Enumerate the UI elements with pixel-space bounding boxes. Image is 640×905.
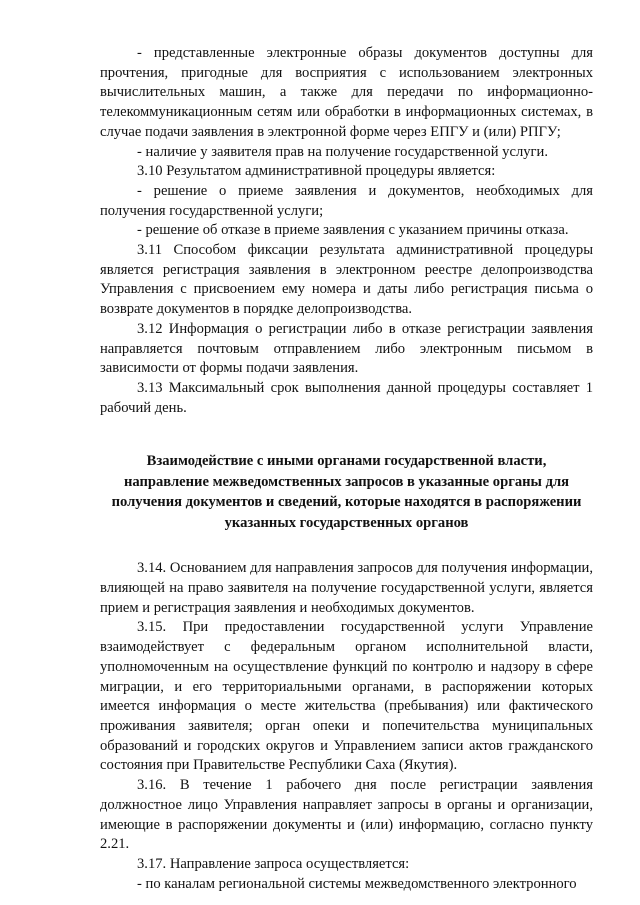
paragraph-3-15: 3.15. При предоставлении государственной услуги Управление взаимодействует с федеральным органом исполнительной власти, уполномоченным на осуществление функций по контролю и надзору в сфере миграции, и его территориальными органами, в распоряжении которых имеется информация о месте жительства (пребывания) или фактического проживания заявителя; орган опеки и попечительства муниципальных образований и городских округов и Управлением записи актов гражданского состояния при Правительстве Республики Саха (Якутия). [100,619,593,774]
section-heading [100,451,593,533]
section-heading-line: получения документов и сведений, которые находятся в распоряжении [111,494,582,511]
paragraph-3-17: 3.17. Направление запроса осуществляется: [137,855,410,872]
paragraph-3-13: 3.13 Максимальный срок выполнения данной процедуры составляет 1 рабочий день. [100,379,593,416]
paragraph-3-10: 3.10 Результатом административной процедуры является: [137,163,496,180]
paragraph-rights: - наличие у заявителя прав на получение государственной услуги. [137,143,548,160]
paragraph-continuation: - представленные электронные образы документов доступны для прочтения, пригодные для восприятия с использованием электронных вычислительных машин, а также для передачи по информационно-телекоммуникационным сетям или обработки в информационных системах, в случае подачи заявления в электронной форме через ЕПГУ и (или) РПГУ; [100,45,593,140]
paragraph-3-12: 3.12 Информация о регистрации либо в отказе регистрации заявления направляется почтовым отправлением либо электронным письмом в зависимости от формы подачи заявления. [100,320,593,377]
document-page [100,44,593,894]
paragraph-decision-refuse: - решение об отказе в приеме заявления с указанием причины отказа. [137,222,569,239]
paragraph-3-16: 3.16. В течение 1 рабочего дня после регистрации заявления должностное лицо Управления направляет запросы в органы и организации, имеющие в распоряжении документы и (или) информацию, согласно пункту 2.21. [100,777,593,853]
paragraph-decision-accept: - решение о приеме заявления и документов, необходимых для получения государственной услуги; [100,182,593,219]
section-heading-line: Взаимодействие с иными органами государственной власти, [146,453,547,470]
paragraph-3-14: 3.14. Основанием для направления запросов для получения информации, влияющей на право заявителя на получение государственной услуги, является прием и регистрация заявления и необходимых документов. [100,560,593,616]
section-heading-line: указанных государственных органов [224,514,469,531]
paragraph-3-11: 3.11 Способом фиксации результата административной процедуры является регистрация заявления в электронном реестре делопроизводства Управления с присвоением ему номера и даты либо регистрация письма о возврате документов в порядке делопроизводства. [100,242,593,318]
section-heading-line: направление межведомственных запросов в указанные органы для [123,473,570,490]
paragraph-channels: - по каналам региональной системы межведомственного электронного [137,875,577,892]
